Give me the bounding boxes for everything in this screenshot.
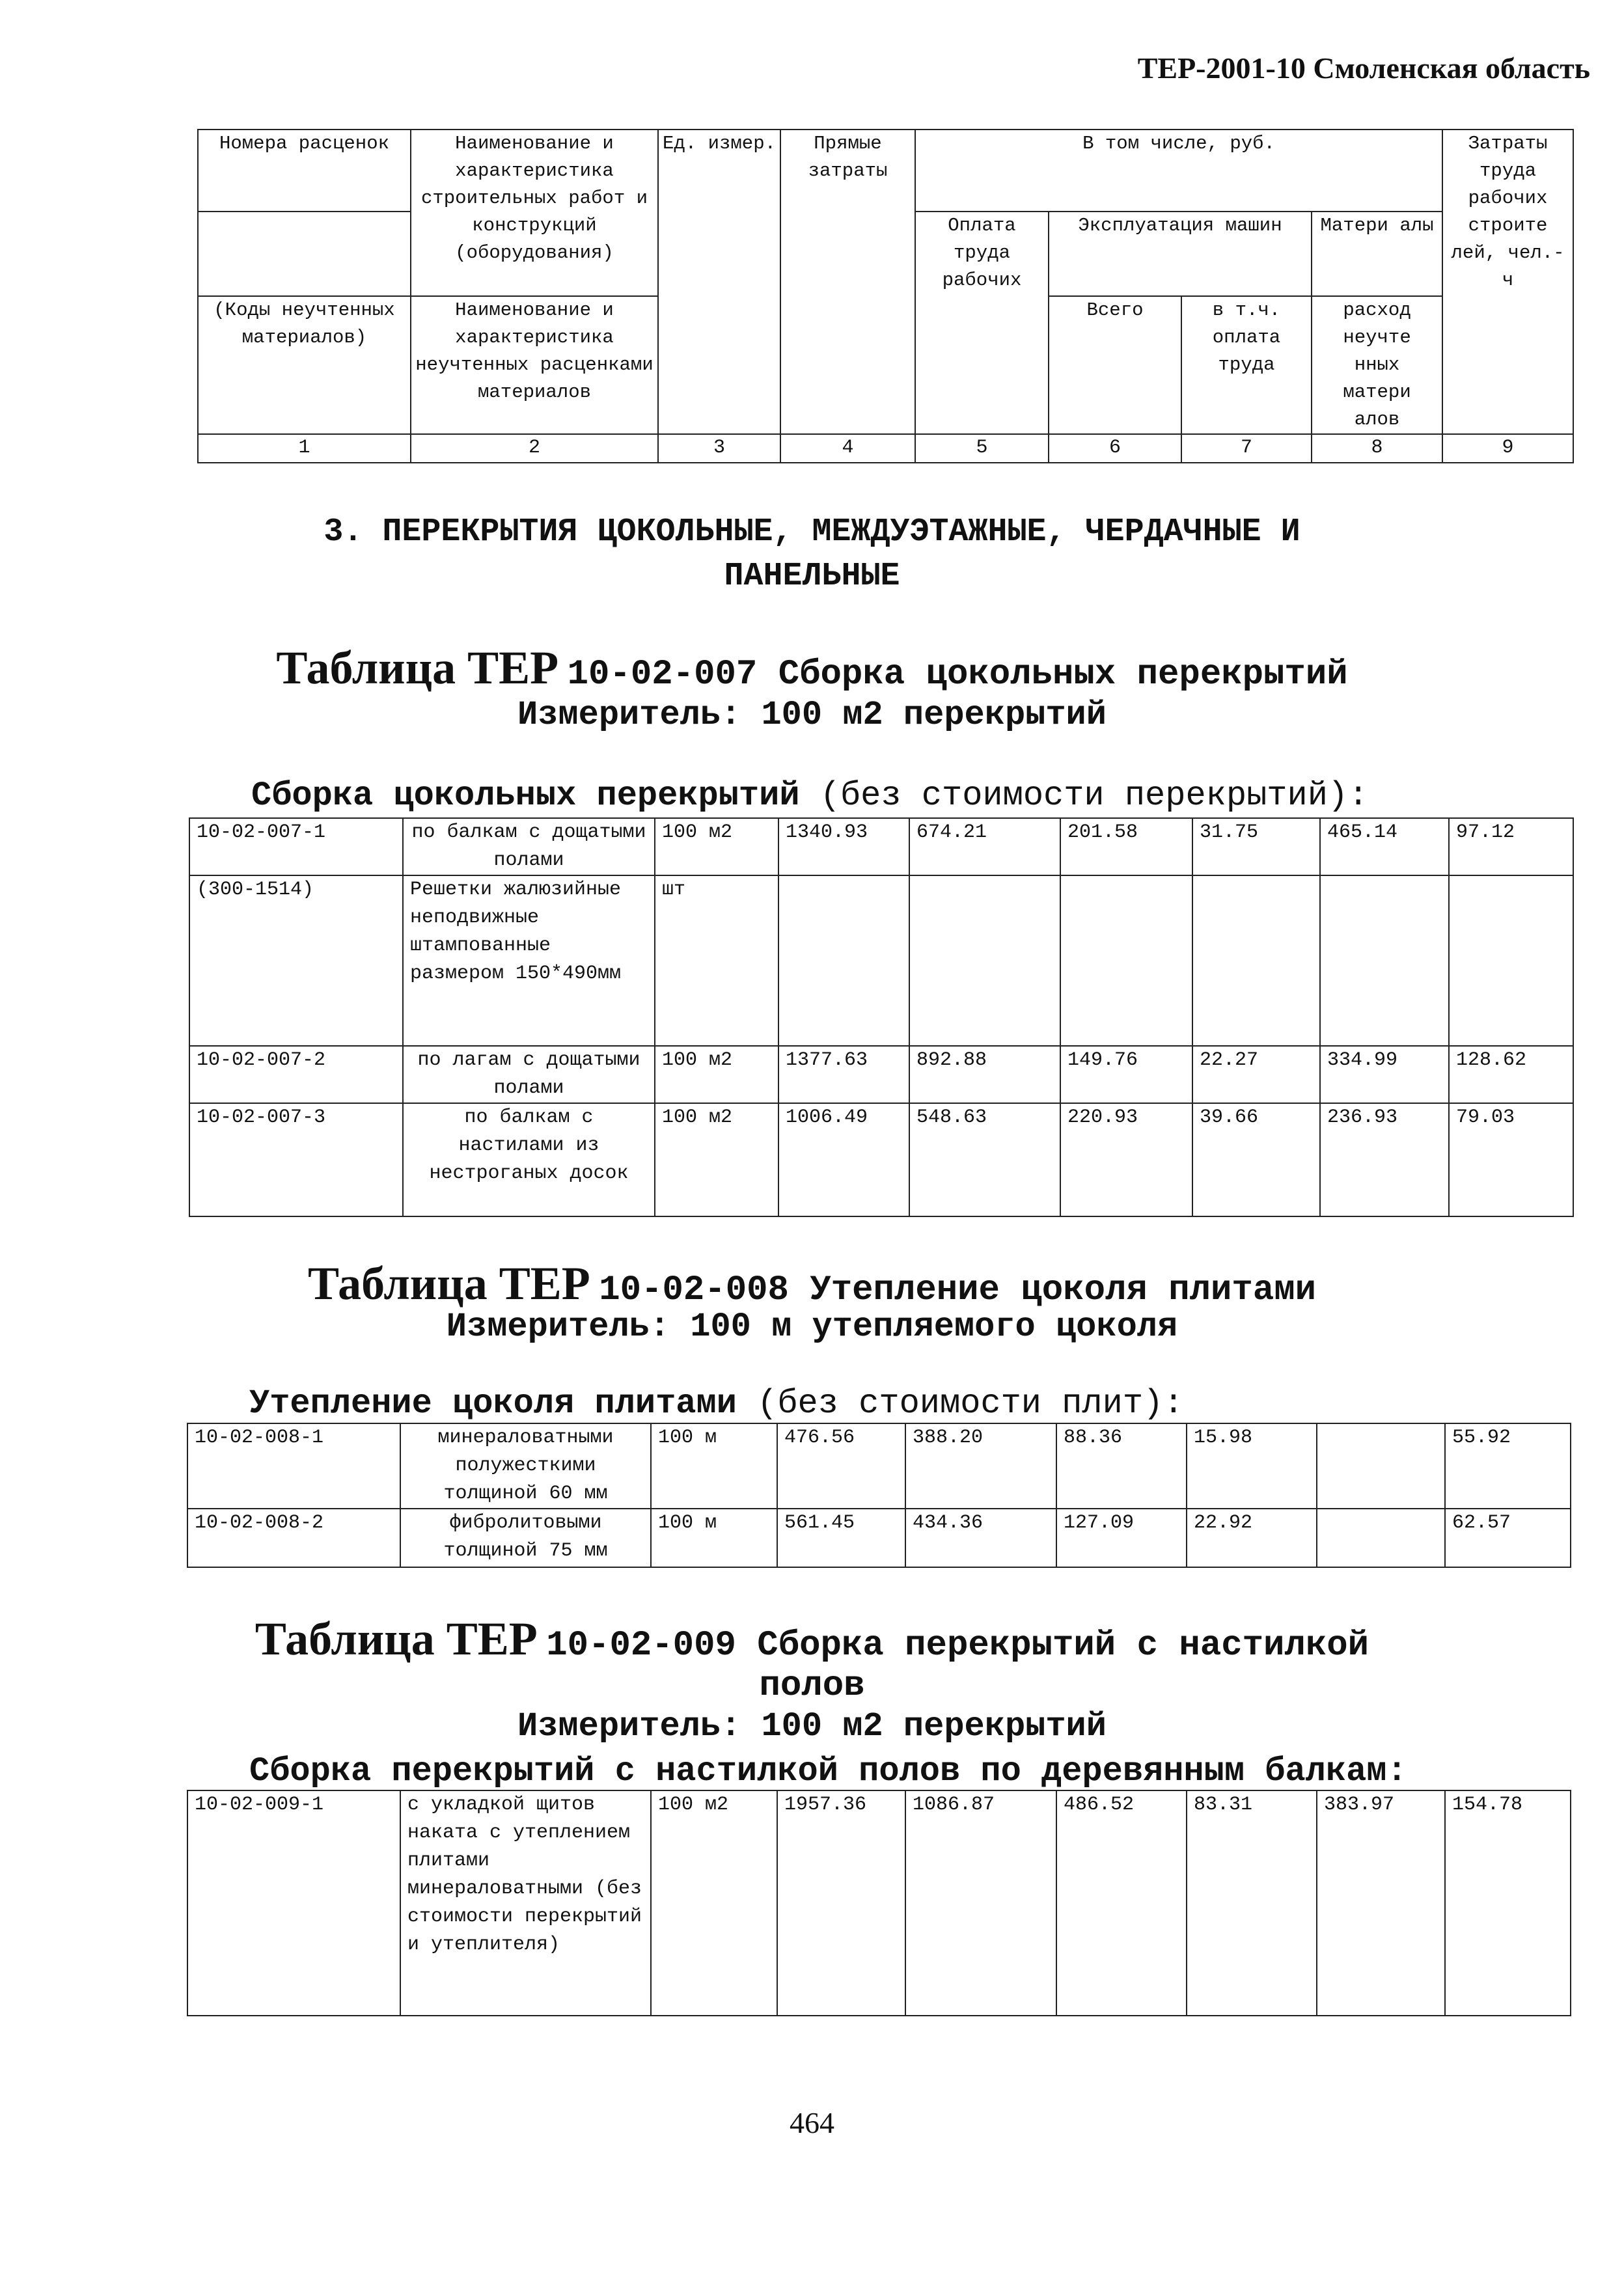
row-code: 10-02-007-1 (189, 818, 403, 875)
table-row (187, 1790, 1571, 2016)
row-labor (1449, 875, 1573, 1046)
row-labor: 154.78 (1445, 1790, 1571, 2016)
header-including: В том числе, руб. (915, 130, 1442, 212)
subheading-note: (без стоимости перекрытий): (819, 776, 1369, 815)
page-number: 464 (790, 2106, 834, 2139)
row-total: 201.58 (1060, 818, 1192, 875)
header-codes-gap (198, 212, 411, 296)
row-incl: 15.98 (1187, 1423, 1317, 1509)
running-header: ТЕР-2001-10 Смоленская область (1137, 51, 1590, 85)
row-labor: 97.12 (1449, 818, 1573, 875)
row-mat: 383.97 (1317, 1790, 1445, 2016)
table-007-subheading (251, 776, 1368, 816)
row-total: 486.52 (1056, 1790, 1187, 2016)
row-unit: 100 м (651, 1509, 777, 1567)
table-label: Таблица ТЕР (276, 642, 559, 694)
row-mat: 465.14 (1320, 818, 1449, 875)
row-labor: 55.92 (1445, 1423, 1571, 1509)
row-pay: 674.21 (909, 818, 1060, 875)
row-code: 10-02-007-2 (189, 1046, 403, 1103)
row-unit: 100 м (651, 1423, 777, 1509)
row-mat (1320, 875, 1449, 1046)
row-direct: 1957.36 (777, 1790, 905, 2016)
table-row (189, 1046, 1573, 1103)
row-unit: 100 м2 (651, 1790, 777, 2016)
subheading-bold: Сборка цокольных перекрытий (251, 776, 800, 815)
row-unit: 100 м2 (655, 1046, 778, 1103)
table-007 (189, 817, 1574, 1217)
row-unit: шт (655, 875, 778, 1046)
row-mat (1317, 1509, 1445, 1567)
table-row (189, 1103, 1573, 1216)
header-worker-pay: Оплата труда рабочих (915, 212, 1049, 434)
row-direct: 1340.93 (778, 818, 909, 875)
table-007-meter: Измеритель: 100 м2 перекрытий (517, 696, 1107, 734)
table-009-title-continued: полов (759, 1666, 865, 1706)
column-number: 6 (1049, 434, 1181, 463)
row-direct: 1006.49 (778, 1103, 909, 1216)
header-machine-operation: Эксплуатация машин (1049, 212, 1312, 296)
section-title-line1: 3. ПЕРЕКРЫТИЯ ЦОКОЛЬНЫЕ, МЕЖДУЭТАЖНЫЕ, ЧЕРДАЧНЫЕ И (323, 514, 1301, 551)
table-row (189, 818, 1573, 875)
header-total: Всего (1049, 296, 1181, 434)
header-material-codes: (Коды неучтенных материалов) (198, 296, 411, 434)
table-007-title (0, 644, 1624, 698)
row-pay: 1086.87 (905, 1790, 1056, 2016)
header-codes: Номера расценок (198, 130, 411, 212)
row-incl: 31.75 (1192, 818, 1320, 875)
subheading-bold: Утепление цоколя плитами (249, 1384, 737, 1423)
row-name: Решетки жалюзийные неподвижные штампованные размером 150*490мм (403, 875, 655, 1046)
table-label: Таблица ТЕР (307, 1257, 590, 1309)
row-incl: 22.92 (1187, 1509, 1317, 1567)
row-pay: 548.63 (909, 1103, 1060, 1216)
table-row (189, 875, 1573, 1046)
table-code-title: 10-02-008 Утепление цоколя плитами (599, 1270, 1317, 1310)
table-row (187, 1423, 1571, 1509)
table-code-title: 10-02-007 Сборка цокольных перекрытий (567, 655, 1348, 694)
column-header-table (197, 129, 1574, 463)
row-labor: 62.57 (1445, 1509, 1571, 1567)
row-direct: 476.56 (777, 1423, 905, 1509)
column-number: 7 (1181, 434, 1312, 463)
row-unit: 100 м2 (655, 818, 778, 875)
row-name: минераловатными полужесткими толщиной 60 мм (400, 1423, 651, 1509)
subheading-note: (без стоимости плит): (757, 1384, 1184, 1423)
row-name: по балкам с дощатыми полами (403, 818, 655, 875)
subheading-bold: Сборка перекрытий с настилкой полов по деревянным балкам: (249, 1752, 1407, 1790)
row-total (1060, 875, 1192, 1046)
row-code: (300-1514) (189, 875, 403, 1046)
row-unit: 100 м2 (655, 1103, 778, 1216)
column-number: 2 (411, 434, 658, 463)
header-unaccounted-materials: расход неучте нных матери алов (1312, 296, 1442, 434)
column-number: 9 (1442, 434, 1573, 463)
table-009-subheading (249, 1752, 1407, 1791)
column-number: 1 (198, 434, 411, 463)
row-name: с укладкой щитов наката с утеплением плитами минераловатными (без стоимости перекрытий и утеплителя) (400, 1790, 651, 2016)
row-incl: 83.31 (1187, 1790, 1317, 2016)
row-code: 10-02-008-1 (187, 1423, 400, 1509)
section-title-line2: ПАНЕЛЬНЫЕ (724, 558, 900, 595)
header-incl-pay: в т.ч. оплата труда (1181, 296, 1312, 434)
row-incl (1192, 875, 1320, 1046)
row-total: 127.09 (1056, 1509, 1187, 1567)
row-mat: 236.93 (1320, 1103, 1449, 1216)
table-009-title (0, 1615, 1624, 1669)
header-name: Наименование и характеристика строительных работ и конструкций (оборудования) (411, 130, 658, 296)
table-009-meter: Измеритель: 100 м2 перекрытий (517, 1707, 1107, 1746)
table-008-subheading (249, 1384, 1183, 1423)
row-direct: 561.45 (777, 1509, 905, 1567)
header-labor: Затраты труда рабочих строите лей, чел.-ч (1442, 130, 1573, 434)
row-pay: 388.20 (905, 1423, 1056, 1509)
row-direct: 1377.63 (778, 1046, 909, 1103)
row-labor: 128.62 (1449, 1046, 1573, 1103)
row-name: по лагам с дощатыми полами (403, 1046, 655, 1103)
row-total: 88.36 (1056, 1423, 1187, 1509)
row-incl: 22.27 (1192, 1046, 1320, 1103)
row-pay: 434.36 (905, 1509, 1056, 1567)
column-number: 8 (1312, 434, 1442, 463)
row-code: 10-02-009-1 (187, 1790, 400, 2016)
table-row (187, 1509, 1571, 1567)
row-labor: 79.03 (1449, 1103, 1573, 1216)
table-008 (187, 1423, 1571, 1568)
column-number: 5 (915, 434, 1049, 463)
table-008-meter: Измеритель: 100 м утепляемого цоколя (446, 1308, 1178, 1346)
row-code: 10-02-007-3 (189, 1103, 403, 1216)
row-code: 10-02-008-2 (187, 1509, 400, 1567)
header-direct-costs: Прямые затраты (780, 130, 915, 434)
row-name: по балкам с настилами из нестроганых досок (403, 1103, 655, 1216)
header-material-name: Наименование и характеристика неучтенных расценками материалов (411, 296, 658, 434)
row-name: фибролитовыми толщиной 75 мм (400, 1509, 651, 1567)
table-009 (187, 1790, 1571, 2016)
row-mat (1317, 1423, 1445, 1509)
row-mat: 334.99 (1320, 1046, 1449, 1103)
column-number: 4 (780, 434, 915, 463)
header-unit: Ед. измер. (658, 130, 780, 434)
row-total: 220.93 (1060, 1103, 1192, 1216)
table-code-title: 10-02-009 Сборка перекрытий с настилкой (546, 1626, 1369, 1665)
row-pay (909, 875, 1060, 1046)
row-incl: 39.66 (1192, 1103, 1320, 1216)
header-materials: Матери алы (1312, 212, 1442, 296)
table-label: Таблица ТЕР (255, 1613, 538, 1665)
row-total: 149.76 (1060, 1046, 1192, 1103)
column-number: 3 (658, 434, 780, 463)
row-pay: 892.88 (909, 1046, 1060, 1103)
row-direct (778, 875, 909, 1046)
